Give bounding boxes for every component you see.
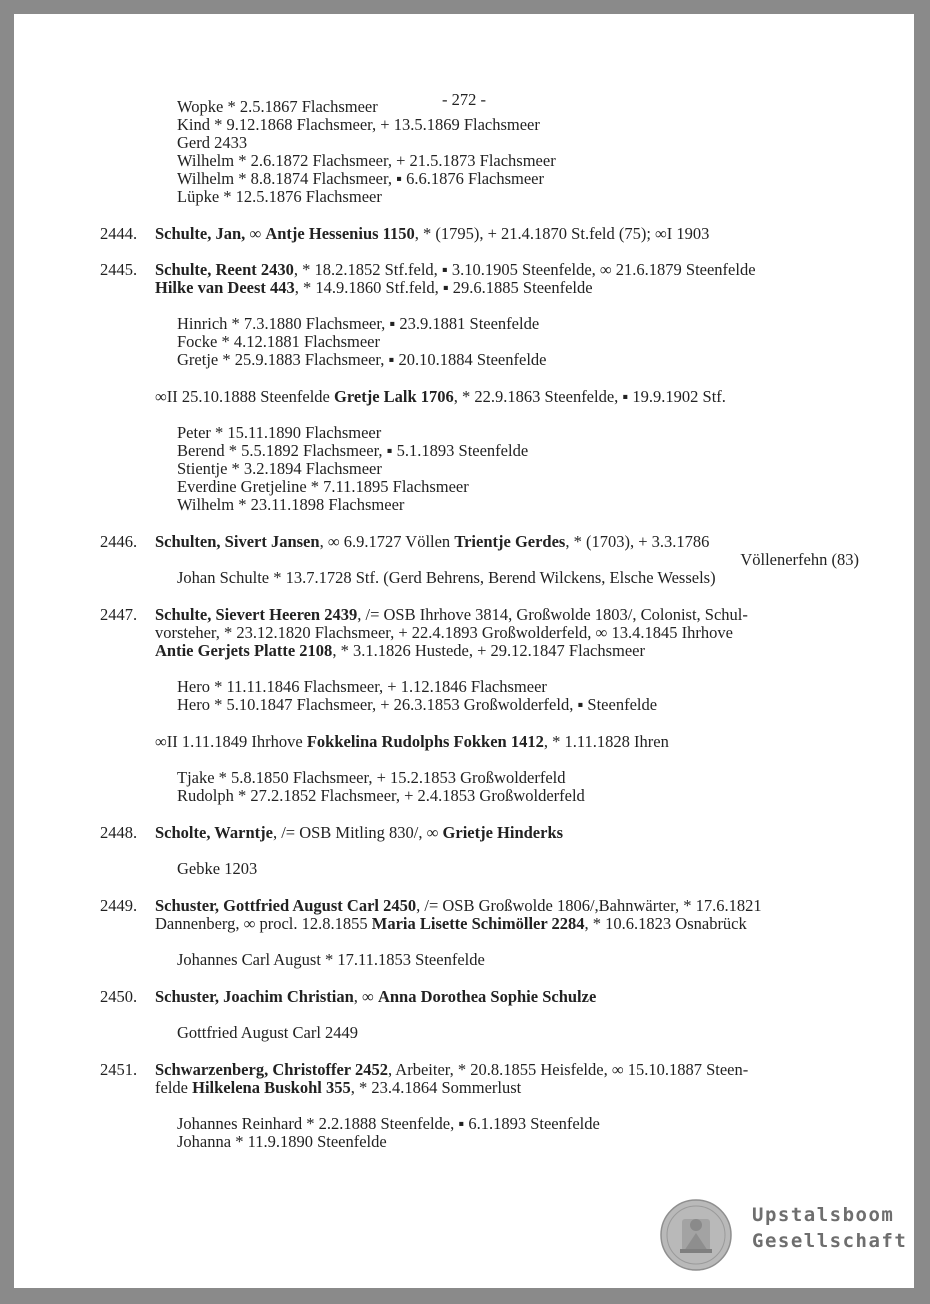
text-segment: 2445. [100,260,138,279]
person-name: Fokkelina Rudolphs Fokken 1412 [306,732,544,751]
text-segment: , * 14.9.1860 Stf.feld, ▪ 29.6.1885 Steenfelde [294,278,593,297]
text-line [155,624,733,642]
text-segment: Wilhelm * 2.6.1872 Flachsmeer, + 21.5.1873 Flachsmeer [177,151,556,170]
text-segment: ∞ [245,224,266,243]
text-segment: Berend * 5.5.1892 Flachsmeer, ▪ 5.1.1893 Steenfelde [177,441,529,460]
text-line [177,315,539,333]
text-segment: , ∞ [353,987,378,1006]
person-name: Schulten, Sivert Jansen [155,532,320,551]
text-line [177,1133,387,1151]
text-line [177,769,566,787]
text-line [177,1024,358,1042]
text-segment: , * (1703), + 3.3.1786 [565,532,710,551]
document-page [14,14,914,1288]
text-segment: , ∞ 6.9.1727 Völlen [319,532,455,551]
text-segment: Lüpke * 12.5.1876 Flachsmeer [177,187,382,206]
text-line [177,424,381,442]
person-name: Schulte, Reent 2430 [155,260,294,279]
text-line [177,152,556,170]
text-line [177,134,247,152]
text-line [177,860,257,878]
text-segment: , Arbeiter, * 20.8.1855 Heisfelde, ∞ 15.10.1887 Steen- [387,1060,749,1079]
text-segment: , * 1.11.1828 Ihren [543,732,669,751]
text-line [155,988,596,1006]
text-line [177,351,546,369]
text-line [177,116,540,134]
text-segment: vorsteher, * 23.12.1820 Flachsmeer, + 22.4.1893 Großwolderfeld, ∞ 13.4.1845 Ihrhove [155,623,733,642]
text-line [740,551,859,569]
person-name: Anna Dorothea Sophie Schulze [377,987,597,1006]
text-segment: , * 22.9.1863 Steenfelde, ▪ 19.9.1902 Stf. [453,387,726,406]
upstalsboom-seal-icon [660,1199,732,1271]
text-line [155,1079,521,1097]
text-segment: Dannenberg, ∞ procl. 12.8.1855 [155,914,372,933]
text-line [177,442,528,460]
text-line [177,678,547,696]
entry-number [100,824,137,842]
text-line [177,496,404,514]
entry-number [100,897,137,915]
person-name: Schulte, Sievert Heeren 2439 [155,605,358,624]
person-name: Antie Gerjets Platte 2108 [155,641,333,660]
person-name: Hilkelena Buskohl 355 [192,1078,351,1097]
text-line [177,98,378,116]
entry-number [100,261,137,279]
text-line [177,478,469,496]
text-segment: , * (1795), + 21.4.1870 St.feld (75); ∞I 1903 [414,224,710,243]
person-name: Schulte, Jan, [155,224,246,243]
text-segment: Wopke * 2.5.1867 Flachsmeer [177,97,378,116]
text-segment: Peter * 15.11.1890 Flachsmeer [177,423,382,442]
person-name: Schwarzenberg, Christoffer 2452 [155,1060,388,1079]
text-segment: Hero * 5.10.1847 Flachsmeer, + 26.3.1853 Großwolderfeld, ▪ Steenfelde [177,695,658,714]
text-segment: ∞II 25.10.1888 Steenfelde [155,387,335,406]
text-segment: Kind * 9.12.1868 Flachsmeer, + 13.5.1869 Flachsmeer [177,115,540,134]
text-line [155,733,669,751]
text-segment: 2446. [100,532,138,551]
text-line [155,261,756,279]
text-segment: , * 3.1.1826 Hustede, + 29.12.1847 Flachsmeer [332,641,645,660]
person-name: Hilke van Deest 443 [155,278,295,297]
text-line [155,1061,748,1079]
entry-number [100,606,137,624]
text-segment: Gebke 1203 [177,859,258,878]
text-line [177,696,657,714]
person-name: Scholte, Warntje [155,823,273,842]
text-segment: , /= OSB Ihrhove 3814, Großwolde 1803/, Colonist, Schul- [357,605,748,624]
text-segment: , * 18.2.1852 Stf.feld, ▪ 3.10.1905 Steenfelde, ∞ 21.6.1879 Steenfelde [293,260,756,279]
text-segment: felde [155,1078,193,1097]
text-segment: 2444. [100,224,138,243]
text-segment: , * 10.6.1823 Osnabrück [584,914,747,933]
person-name: Schuster, Gottfried August Carl 2450 [155,896,417,915]
text-line [155,225,709,243]
text-segment: Johannes Carl August * 17.11.1853 Steenfelde [177,950,485,969]
text-segment: 2451. [100,1060,138,1079]
person-name: Antje Hessenius 1150 [265,224,415,243]
text-segment: Wilhelm * 23.11.1898 Flachsmeer [177,495,405,514]
text-line [155,606,748,624]
text-segment: Wilhelm * 8.8.1874 Flachsmeer, ▪ 6.6.1876 Flachsmeer [177,169,544,188]
text-segment: , /= OSB Großwolde 1806/,Bahnwärter, * 17.6.1821 [416,896,762,915]
text-line [177,787,585,805]
text-line [177,951,485,969]
text-segment: Johan Schulte * 13.7.1728 Stf. (Gerd Behrens, Berend Wilckens, Elsche Wessels) [177,568,716,587]
page-number: - 272 - [442,90,486,109]
text-line [155,915,747,933]
text-segment: , * 23.4.1864 Sommerlust [350,1078,522,1097]
text-line [177,569,716,587]
text-line [155,388,726,406]
person-name: Gretje Lalk 1706 [334,387,454,406]
text-segment: 2450. [100,987,138,1006]
text-segment: Völlenerfehn (83) [740,550,859,569]
text-segment: Hinrich * 7.3.1880 Flachsmeer, ▪ 23.9.1881 Steenfelde [177,314,540,333]
text-segment: Johanna * 11.9.1890 Steenfelde [177,1132,387,1151]
text-line [155,824,563,842]
text-segment: Rudolph * 27.2.1852 Flachsmeer, + 2.4.1853 Großwolderfeld [177,786,585,805]
text-segment: Stientje * 3.2.1894 Flachsmeer [177,459,382,478]
text-line [155,642,645,660]
entry-number [100,225,137,243]
text-segment: Focke * 4.12.1881 Flachsmeer [177,332,381,351]
text-segment: Tjake * 5.8.1850 Flachsmeer, + 15.2.1853 Großwolderfeld [177,768,566,787]
text-segment: Gerd 2433 [177,133,248,152]
text-line [155,533,709,551]
text-segment: Johannes Reinhard * 2.2.1888 Steenfelde, ▪ 6.1.1893 Steenfelde [177,1114,600,1133]
person-name: Trientje Gerdes [454,532,566,551]
text-line [177,460,382,478]
text-line [155,897,762,915]
text-segment: Gretje * 25.9.1883 Flachsmeer, ▪ 20.10.1884 Steenfelde [177,350,547,369]
text-line [177,333,380,351]
entry-number [100,988,137,1006]
logo-text-line2: Gesellschaft [752,1230,908,1252]
text-line [177,170,544,188]
text-segment: 2448. [100,823,138,842]
text-segment: 2447. [100,605,138,624]
person-name: Schuster, Joachim Christian [155,987,354,1006]
entry-number [100,1061,137,1079]
text-segment: ∞II 1.11.1849 Ihrhove [155,732,307,751]
text-line [177,188,382,206]
text-segment: Everdine Gretjeline * 7.11.1895 Flachsmeer [177,477,469,496]
text-segment: , /= OSB Mitling 830/, ∞ [272,823,443,842]
logo-text-line1: Upstalsboom [752,1204,895,1226]
person-name: Maria Lisette Schimöller 2284 [371,914,585,933]
text-segment: 2449. [100,896,138,915]
text-segment: Gottfried August Carl 2449 [177,1023,359,1042]
text-line [155,279,593,297]
text-segment: Hero * 11.11.1846 Flachsmeer, + 1.12.1846 Flachsmeer [177,677,547,696]
text-line [177,1115,600,1133]
entry-number [100,533,137,551]
person-name: Grietje Hinderks [442,823,564,842]
